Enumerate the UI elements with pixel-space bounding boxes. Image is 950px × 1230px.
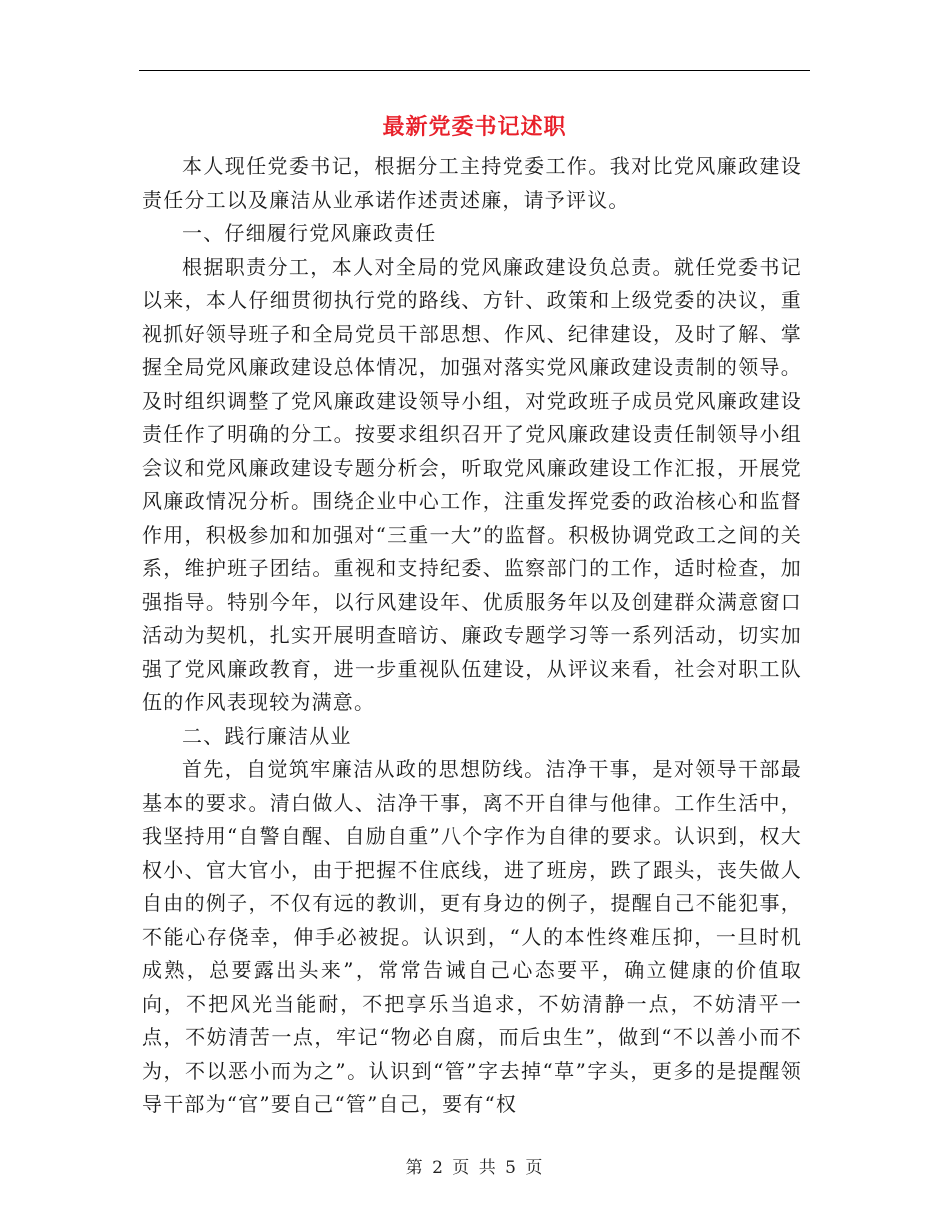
- document-body: [142, 150, 802, 1122]
- section-heading-2: 二、践行廉洁从业: [182, 723, 352, 748]
- document-title: 最新党委书记述职: [382, 114, 567, 140]
- intro-paragraph: 本人现任党委书记，根据分工主持党委工作。我对比党风廉政建设责任分工以及廉洁从业承诺作述责述廉，请予评议。: [142, 154, 802, 212]
- page-footer: 第 2 页 共 5 页: [405, 1158, 545, 1178]
- section-2-paragraph: 首先，自觉筑牢廉洁从政的思想防线。洁净干事，是对领导干部最基本的要求。清白做人、洁净干事，离不开自律与他律。工作生活中，我坚持用“自警自醒、自励自重”八个字作为自律的要求。认识到，权大权小、官大官小，由于把握不住底线，进了班房，跌了跟头，丧失做人自由的例子，不仅有远的教训，更有身边的例子，提醒自己不能犯事，不能心存侥幸，伸手必被捉。认识到，“人的本性终难压抑，一旦时机成熟，总要露出头来”，常常告诫自己心态要平，确立健康的价值取向，不把风光当能耐，不把享乐当追求，不妨清静一点，不妨清平一点，不妨清苦一点，牢记“物必自腐，而后虫生”，做到“不以善小而不为，不以恶小而为之”。认识到“管”字去掉“草”字头，更多的是提醒领导干部为“官”要自己“管”自己，要有“权: [142, 757, 802, 1116]
- header-rule: [139, 70, 810, 71]
- section-heading-1: 一、仔细履行党风廉政责任: [182, 221, 437, 245]
- section-1-paragraph: 根据职责分工，本人对全局的党风廉政建设负总责。就任党委书记以来，本人仔细贯彻执行党的路线、方针、政策和上级党委的决议，重视抓好领导班子和全局党员干部思想、作风、纪律建设，及时了解、掌握全局党风廉政建设总体情况，加强对落实党风廉政建设责制的领导。及时组织调整了党风廉政建设领导小组，对党政班子成员党风廉政建设责任作了明确的分工。按要求组织召开了党风廉政建设责任制领导小组会议和党风廉政建设专题分析会，听取党风廉政建设工作汇报，开展党风廉政情况分析。围绕企业中心工作，注重发挥党委的政治核心和监督作用，积极参加和加强对“三重一大”的监督。积极协调党政工之间的关系，维护班子团结。重视和支持纪委、监察部门的工作，适时检查，加强指导。特别今年，以行风建设年、优质服务年以及创建群众满意窗口活动为契机，扎实开展明查暗访、廉政专题学习等一系列活动，切实加强了党风廉政教育，进一步重视队伍建设，从评议来看，社会对职工队伍的作风表现较为满意。: [142, 254, 802, 714]
